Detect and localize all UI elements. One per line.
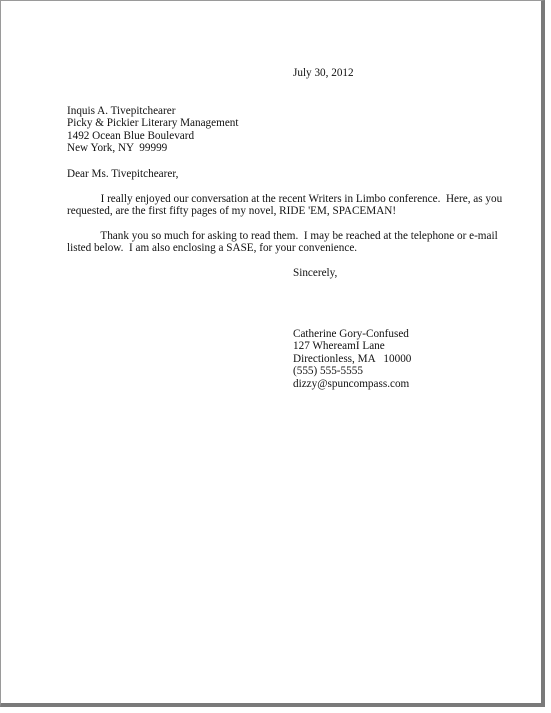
letter-date: July 30, 2012	[293, 67, 354, 79]
paragraph-line: I really enjoyed our conversation at the recent Writers in Limbo conference. Here, as you	[67, 193, 503, 205]
recipient-company: Picky & Pickier Literary Management	[67, 117, 239, 130]
body-paragraph	[67, 230, 498, 255]
recipient-name: Inquis A. Tivepitchearer	[67, 105, 176, 117]
sender-email: dizzy@spuncompass.com	[293, 377, 410, 390]
recipient-address	[67, 105, 239, 155]
paragraph-line: Thank you so much for asking to read them. I may be reached at the telephone or e-mail	[67, 230, 498, 242]
sender-name: Catherine Gory-Confused	[293, 328, 409, 340]
sender-city: Directionless, MA 10000	[293, 352, 412, 365]
sender-phone: (555) 555-5555	[293, 365, 363, 378]
recipient-city: New York, NY 99999	[67, 142, 168, 155]
recipient-street: 1492 Ocean Blue Boulevard	[67, 129, 195, 142]
closing: Sincerely,	[293, 267, 338, 279]
sender-street: 127 WhereamI Lane	[293, 340, 385, 353]
salutation: Dear Ms. Tivepitchearer,	[67, 168, 179, 180]
paragraph-line: listed below. I am also enclosing a SASE, for your convenience.	[67, 242, 358, 255]
body-paragraph	[67, 193, 503, 218]
paragraph-line: requested, are the first fifty pages of my novel, RIDE 'EM, SPACEMAN!	[67, 205, 397, 218]
signature-block	[293, 328, 411, 390]
